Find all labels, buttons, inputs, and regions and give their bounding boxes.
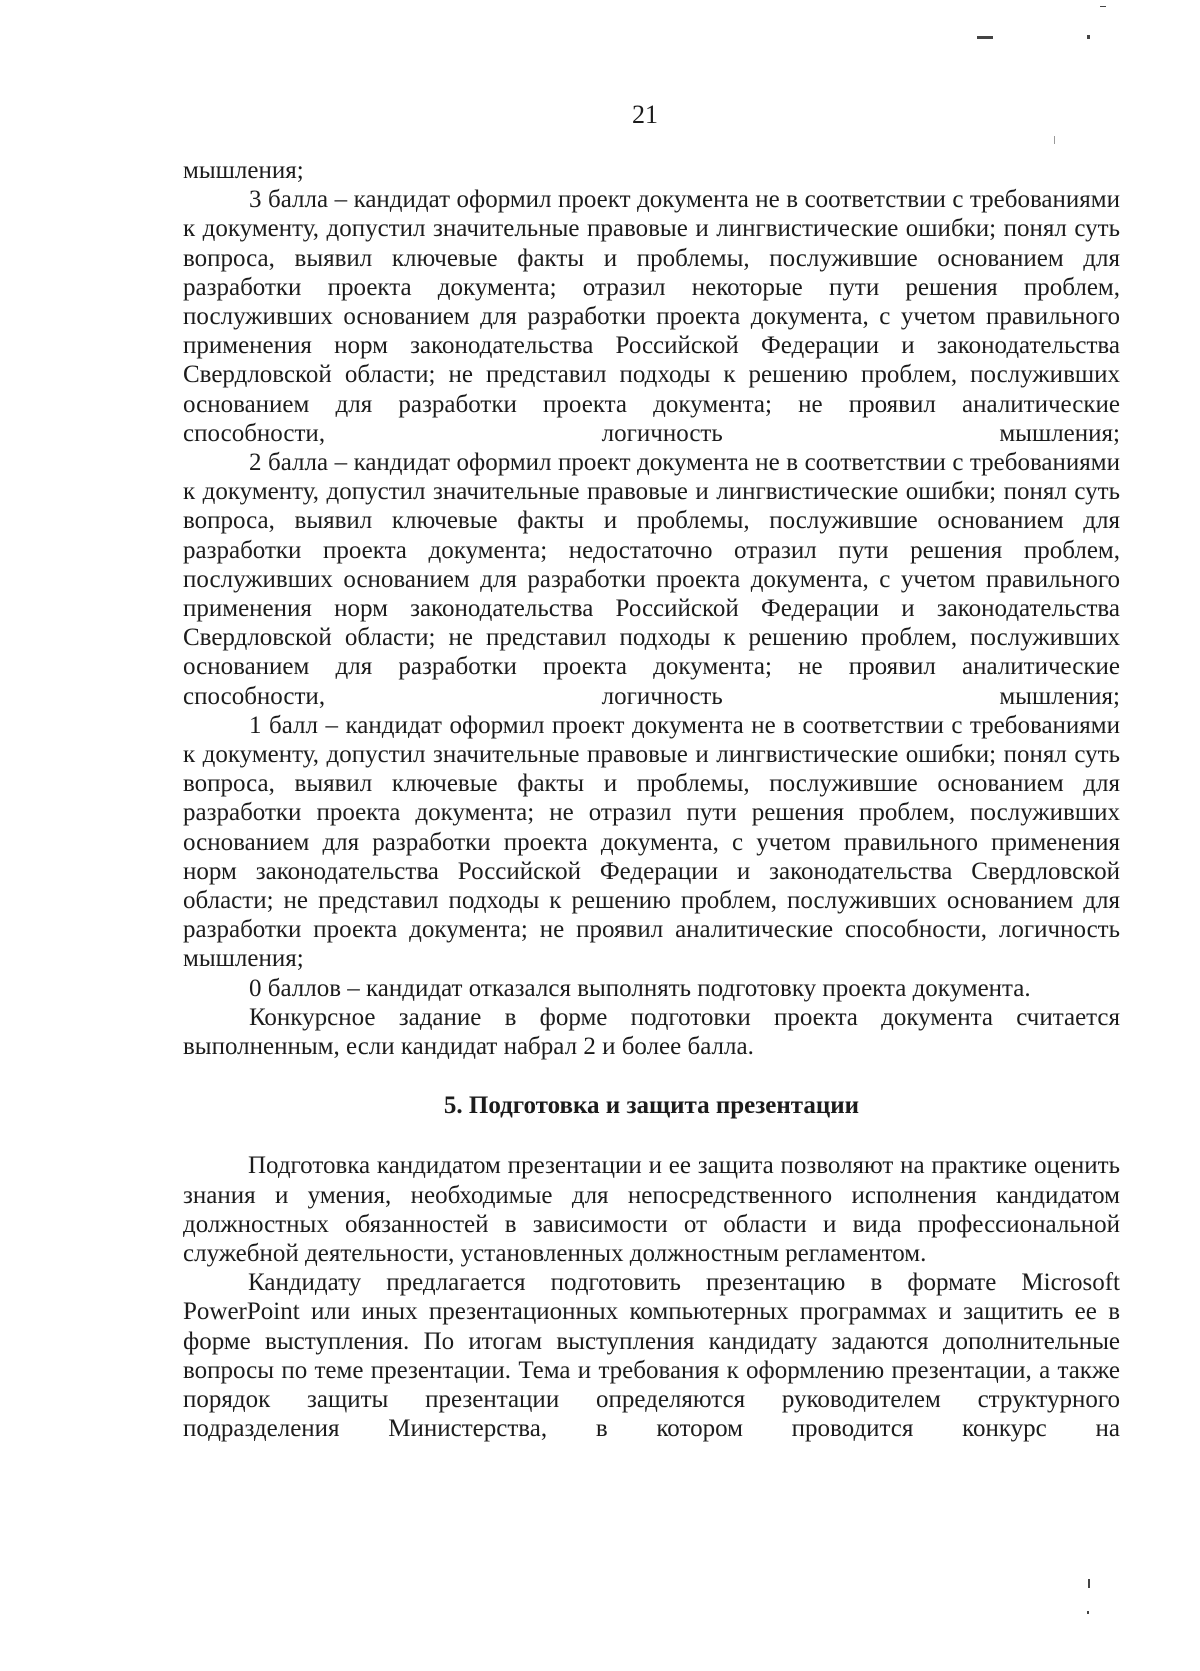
section-body bbox=[183, 1151, 1120, 1443]
section-heading: 5. Подготовка и защита презентации bbox=[443, 1092, 860, 1120]
document-body bbox=[183, 156, 1120, 1443]
scan-artifact bbox=[1054, 136, 1055, 144]
paragraph-presentation-purpose: Подготовка кандидатом презентации и ее защита позволяют на практике оценить знания и умения, необходимые для непосредственного исполнения кандидатом должностных обязанностей в зависимости от области и вида профессиональной служебной деятельности, установленных должностным регламентом. bbox=[183, 1152, 1120, 1267]
paragraph-continuation: мышления; bbox=[183, 157, 304, 184]
scan-artifact bbox=[1088, 1579, 1090, 1588]
scan-artifact bbox=[977, 36, 993, 39]
paragraph-score-1: 1 балл – кандидат оформил проект документа не в соответствии с требованиями к документу, допустил значительные правовые и лингвистические ошибки; понял суть вопроса, выявил ключевые факты и проблемы, послужившие основанием для разработки проекта документа; не отразил пути решения проблем, послуживших основанием для разработки проекта документа, с учетом правильного применения норм законодательства Российской Федерации и законодательства Свердловской области; не представил подходы к решению проблем, послуживших основанием для разработки проекта документа; не проявил аналитические способности, логичность мышления; bbox=[183, 711, 1120, 973]
scan-artifact bbox=[1087, 1611, 1089, 1614]
paragraph-score-3: 3 балла – кандидат оформил проект документа не в соответствии с требованиями к документу, допустил значительные правовые и лингвистические ошибки; понял суть вопроса, выявил ключевые факты и проблемы, послужившие основанием для разработки проекта документа; отразил некоторые пути решения проблем, послуживших основанием для разработки проекта документа, с учетом правильного применения норм законодательства Российской Федерации и законодательства Свердловской области; не представил подходы к решению проблем, послуживших основанием для разработки проекта документа; не проявил аналитические способности, логичность мышления; bbox=[183, 186, 1120, 447]
scan-artifact bbox=[1100, 6, 1106, 7]
paragraph-score-0: 0 баллов – кандидат отказался выполнять подготовку проекта документа. bbox=[249, 974, 1031, 1002]
page-number: 21 bbox=[632, 100, 658, 129]
scan-artifact bbox=[1087, 35, 1090, 39]
paragraph-score-2: 2 балла – кандидат оформил проект документа не в соответствии с требованиями к документу, допустил значительные правовые и лингвистические ошибки; понял суть вопроса, выявил ключевые факты и проблемы, послужившие основанием для разработки проекта документа; недостаточно отразил пути решения проблем, послуживших основанием для разработки проекта документа, с учетом правильного применения норм законодательства Российской Федерации и законодательства Свердловской области; не представил подходы к решению проблем, послуживших основанием для разработки проекта документа; не проявил аналитические способности, логичность мышления; bbox=[183, 449, 1120, 710]
paragraph-presentation-requirements: Кандидату предлагается подготовить презентацию в формате Microsoft PowerPoint или иных презентационных компьютерных программах и защитить ее в форме выступления. По итогам выступления кандидату задаются дополнительные вопросы по теме презентации. Тема и требования к оформлению презентации, а также порядок защиты презентации определяются руководителем структурного подразделения Министерства, в котором проводится конкурс на bbox=[183, 1269, 1120, 1443]
paragraph-completion-criterion: Конкурсное задание в форме подготовки проекта документа считается выполненным, если кандидат набрал 2 и более балла. bbox=[183, 1003, 1120, 1061]
